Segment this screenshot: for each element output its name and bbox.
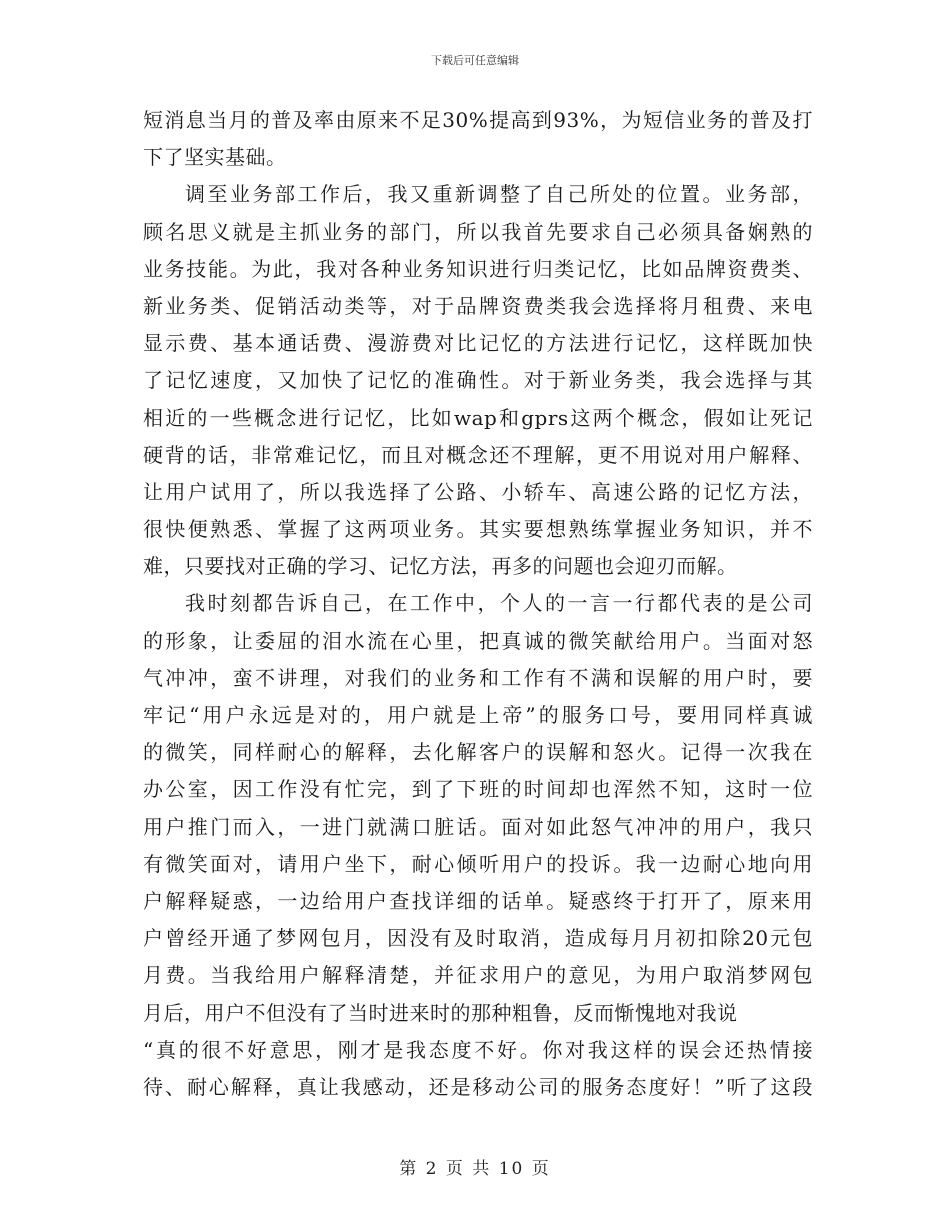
text-line: 办公室，因工作没有忙完，到了下班的时间却也浑然不知，这时一位	[143, 777, 813, 802]
text-line: 新业务类、促销活动类等，对于品牌资费类我会选择将月租费、来电	[143, 293, 813, 318]
text-line: 调至业务部工作后，我又重新调整了自己所处的位置。业务部，	[185, 182, 813, 207]
text-line: 气冲冲，蛮不讲理，对我们的业务和工作有不满和误解的用户时，要	[143, 665, 813, 690]
text-line: 牢记“用户永远是对的，用户就是上帝”的服务口号，要用同样真诚	[143, 703, 813, 727]
document-body	[143, 102, 813, 1106]
text-line: 有微笑面对，请用户坐下，耐心倾听用户的投诉。我一边耐心地向用	[143, 851, 813, 876]
text-line: 户曾经开通了梦网包月，因没有及时取消，造成每月月初扣除20元包	[143, 926, 813, 951]
text-line: 顾名思义就是主抓业务的部门，所以我首先要求自己必须具备娴熟的	[143, 219, 813, 244]
text-line: 让用户试用了，所以我选择了公路、小轿车、高速公路的记忆方法，	[143, 479, 813, 504]
text-line: 硬背的话，非常难记忆，而且对概念还不理解，更不用说对用户解释、	[143, 442, 813, 467]
text-line: 很快便熟悉、掌握了这两项业务。其实要想熟练掌握业务知识，并不	[143, 517, 813, 542]
text-line: “真的很不好意思，刚才是我态度不好。你对我这样的误会还热情接	[143, 1037, 813, 1062]
text-line: 用户推门而入，一进门就满口脏话。面对如此怒气冲冲的用户，我只	[143, 814, 813, 839]
text-line: 的形象，让委屈的泪水流在心里，把真诚的微笑献给用户。当面对怒	[143, 628, 813, 653]
text-line: 难，只要找对正确的学习、记忆方法，再多的问题也会迎刃而解。	[143, 554, 738, 579]
text-line: 我时刻都告诉自己，在工作中，个人的一言一行都代表的是公司	[185, 591, 813, 616]
text-line: 了记忆速度，又加快了记忆的准确性。对于新业务类，我会选择与其	[143, 368, 813, 393]
page-header: 下载后可任意编辑	[431, 54, 519, 67]
text-line: 月费。当我给用户解释清楚，并征求用户的意见，为用户取消梦网包	[143, 963, 813, 988]
text-line: 的微笑，同样耐心的解释，去化解客户的误解和怒火。记得一次我在	[143, 740, 813, 765]
page-number: 第 2 页 共 10 页	[399, 1159, 551, 1179]
text-line: 业务技能。为此，我对各种业务知识进行归类记忆，比如品牌资费类、	[143, 256, 813, 281]
text-line: 待、耐心解释，真让我感动，还是移动公司的服务态度好！”听了这段	[143, 1074, 813, 1099]
text-line: 短消息当月的普及率由原来不足30%提高到93%，为短信业务的普及打	[143, 108, 813, 132]
text-line: 下了坚实基础。	[143, 145, 287, 170]
text-line: 相近的一些概念进行记忆，比如wap和gprs这两个概念，假如让死记	[143, 405, 813, 430]
text-line: 显示费、基本通话费、漫游费对比记忆的方法进行记忆，这样既加快	[143, 331, 813, 356]
text-line: 月后，用户不但没有了当时进来时的那种粗鲁，反而惭愧地对我说	[143, 1000, 738, 1025]
text-line: 户解释疑惑，一边给用户查找详细的话单。疑惑终于打开了，原来用	[143, 888, 813, 913]
